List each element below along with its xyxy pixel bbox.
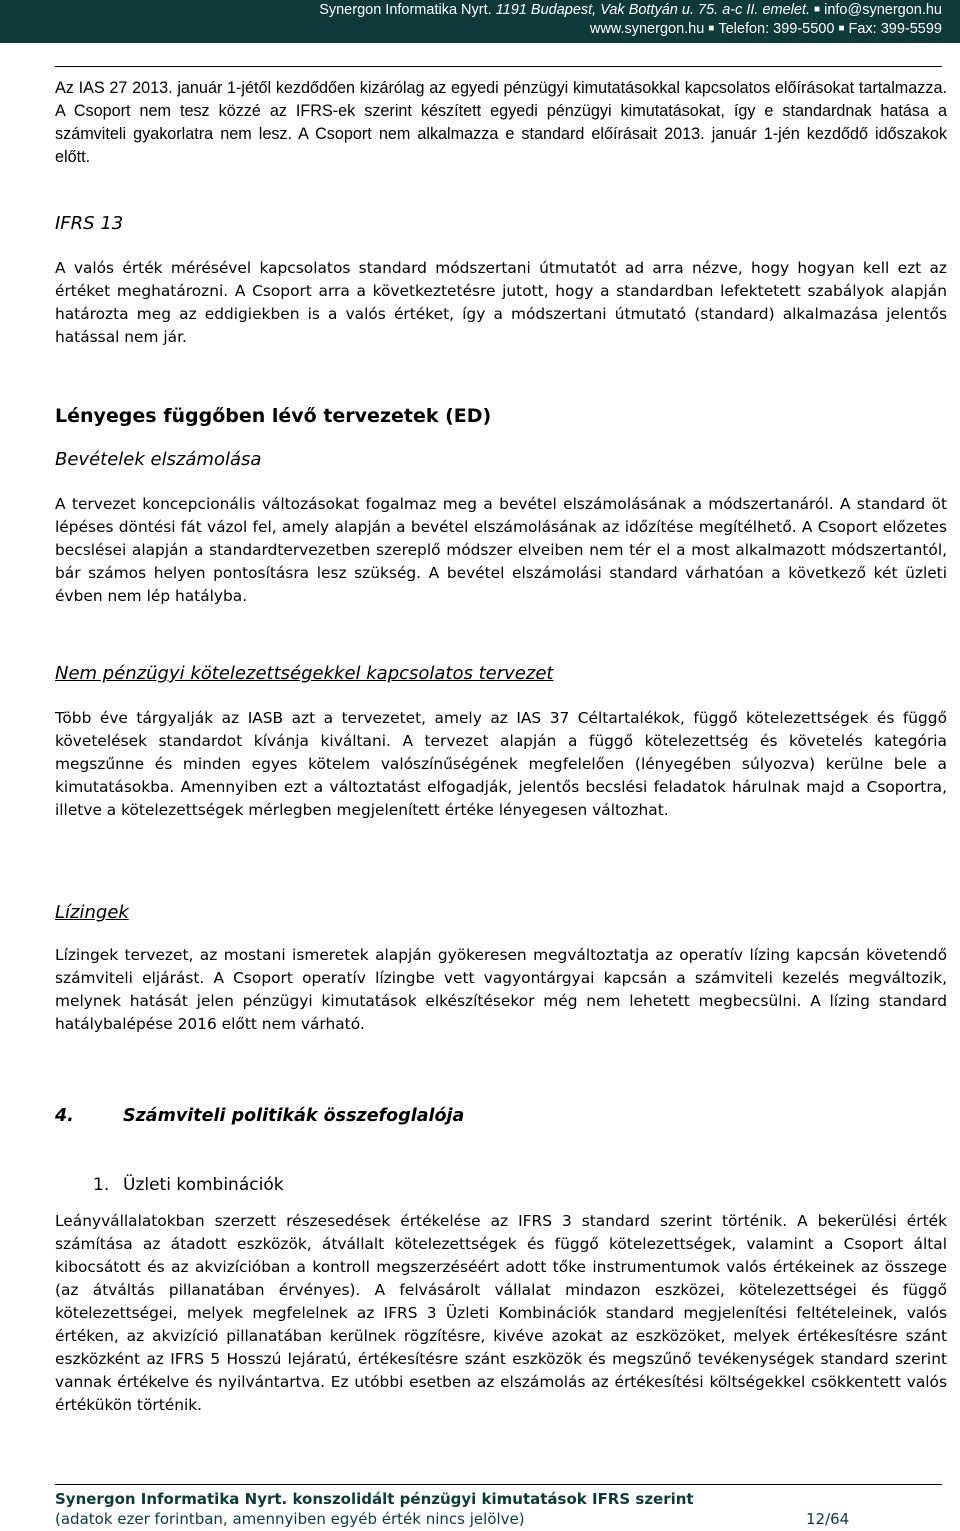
ed-heading: Lényeges függőben lévő tervezetek (ED) xyxy=(55,405,492,427)
footer-title: Synergon Informatika Nyrt. konszolidált pénzügyi kimutatások IFRS szerint xyxy=(55,1490,694,1508)
revenue-heading: Bevételek elszámolása xyxy=(55,449,262,470)
subsection-1-title: Üzleti kombinációk xyxy=(123,1175,284,1195)
nonfinancial-paragraph: Több éve tárgyalják az IASB azt a tervezetet, amely az IAS 37 Céltartalékok, függő kötelezettségek és függő követelések standardot kívánja kiváltani. A tervezet alapján a függő kötelezettség és követelés kategória megszűnne és minden egyes kötelem valószínűségének megfelelően (lényegében súlyozva) kerülne bele a kimutatásokba. Amennyiben ezt a változtatást elfogadják, jelentős becslési feladatok hárulnak majd a Csoportra, illetve a kötelezettségek mérlegben megjelenített értéke lényegesen változhat. xyxy=(55,709,947,819)
section-4-heading xyxy=(55,1106,464,1126)
page-number: 12/64 xyxy=(806,1510,850,1528)
separator-square-icon: ■ xyxy=(708,23,715,34)
header-divider xyxy=(55,66,942,67)
header-company: Synergon Informatika Nyrt. xyxy=(319,2,492,18)
header-website[interactable]: www.synergon.hu xyxy=(589,21,705,37)
footer-note: (adatok ezer forintban, amennyiben egyéb érték nincs jelölve) xyxy=(55,1510,525,1528)
leasing-heading: Lízingek xyxy=(55,902,129,923)
subsection-1-number: 1. xyxy=(93,1175,110,1195)
ifrs13-heading: IFRS 13 xyxy=(55,213,124,234)
header-line-2 xyxy=(590,21,942,37)
ias27-paragraph: Az IAS 27 2013. január 1-jétől kezdődően kizárólag az egyedi pénzügyi kimutatásokkal kapcsolatos előírásokat tartalmazza. A Csoport nem tesz közzé az IFRS-ek szerint készített egyedi pénzügyi kimutatásokat, így e standardnak hatása a számviteli gyakorlatra nem lesz. A Csoport nem alkalmazza e standard előírásait 2013. január 1-jén kezdődő időszakok előtt. xyxy=(55,79,947,166)
footer-divider xyxy=(55,1484,942,1485)
revenue-paragraph: A tervezet koncepcionális változásokat fogalmaz meg a bevétel elszámolásának a módszertanáról. A standard öt lépéses döntési fát vázol fel, amely alapján a bevétel elszámolásának az időzítése megítélhető. A Csoport előzetes becslései alapján a standardtervezetben szereplő módszer elveiben nem tér el a most alkalmazott módszertantól, bár számos helyen pontosításra lesz szükség. A bevétel elszámolási standard várhatóan a következő két üzleti évben nem lép hatályba. xyxy=(55,495,947,605)
subsection-1-heading xyxy=(93,1175,284,1195)
ifrs13-paragraph: A valós érték mérésével kapcsolatos standard módszertani útmutatót ad arra nézve, hogy hogyan kell ezt az értéket meghatározni. A Csoport arra a következtetésre jutott, hogy a standardban lefektetett szabályok alapján határozta meg az eddigiekben is a valós értéket, így a módszertani útmutató (standard) alkalmazása jelentős hatással nem jár. xyxy=(55,259,947,346)
business-combinations-paragraph: Leányvállalatokban szerzett részesedések értékelése az IFRS 3 standard szerint történik. A bekerülési érték számítása az átadott eszközök, átvállalt kötelezettségek és függő kötelezettségek, valamint a Csoport által kibocsátott és az akvizícióban a kontroll megszerzéséért adott tőke instrumentumok valós értékeinek az összege (az átváltás pillanatában érvényes). A felvásárolt vállalat mindazon eszközei, kötelezettségei és függő kötelezettségei, melyek megfelelnek az IFRS 3 Üzleti Kombinációk standard megjelenítési feltételeinek, valós értéken, az akvizíció pillanatában kerülnek rögzítésre, kivéve azokat az eszközöket, melyek értékesítésre szánt eszközként az IFRS 5 Hosszú lejáratú, értékesítésre szánt eszközök és megszűnő tevékenységek standard szerint vannak értékelve és nyilvántartva. Ez utóbbi esetben az elszámolás az értékesítési költségekkel csökkentett valós értékükön történik. xyxy=(55,1212,947,1414)
section-4-number: 4. xyxy=(55,1106,74,1126)
header-line-1 xyxy=(319,2,942,18)
section-4-title: Számviteli politikák összefoglalója xyxy=(123,1106,465,1126)
leasing-paragraph: Lízingek tervezet, az mostani ismeretek alapján gyökeresen megváltoztatja az operatív lízing kapcsán követendő számviteli eljárást. A Csoport operatív lízingbe vett vagyontárgyai kapcsán a számviteli kezelés megváltozik, melynek hatását jelen pénzügyi kimutatások elkészítésekor még nem lehetett megbecsülni. A lízing standard hatálybalépése 2016 előtt nem várható. xyxy=(55,946,947,1033)
header-address: 1191 Budapest, Vak Bottyán u. 75. a-c II. emelet. xyxy=(495,2,811,18)
header-email[interactable]: info@synergon.hu xyxy=(824,2,942,18)
header-fax: Fax: 399-5599 xyxy=(848,21,942,37)
separator-square-icon: ■ xyxy=(814,4,821,15)
nonfinancial-heading: Nem pénzügyi kötelezettségekkel kapcsolatos tervezet xyxy=(55,663,554,684)
header-phone: Telefon: 399-5500 xyxy=(718,21,835,37)
separator-square-icon: ■ xyxy=(838,23,845,34)
